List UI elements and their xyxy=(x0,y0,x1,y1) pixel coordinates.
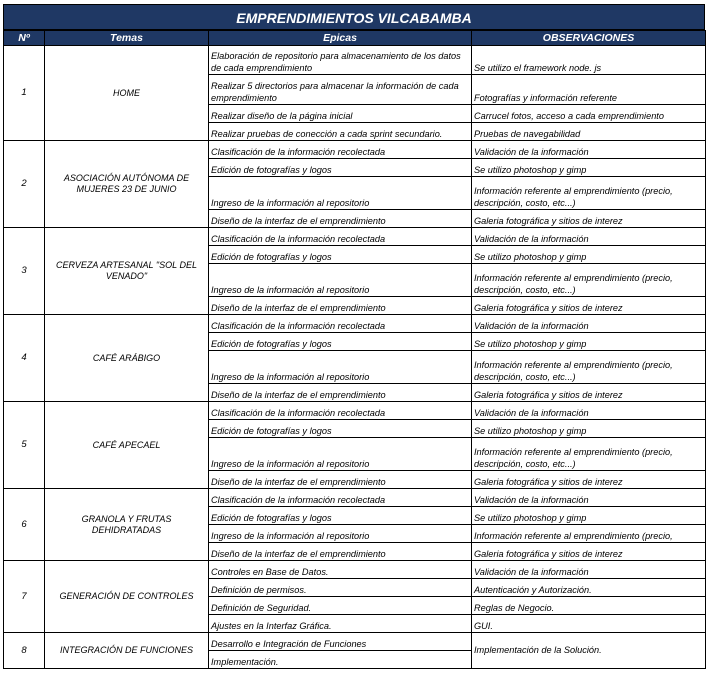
header-epicas: Epicas xyxy=(209,31,472,46)
table-row xyxy=(4,141,706,159)
obs-cell: Galeria fotográfica y sitios de interez xyxy=(472,297,706,315)
table-row xyxy=(4,402,706,420)
table-row xyxy=(4,315,706,333)
obs-cell: Información referente al emprendimiento (precio, descripción, costo, etc...) xyxy=(472,264,706,297)
obs-cell: Autenticación y Autorización. xyxy=(472,579,706,597)
obs-cell: Información referente al emprendimiento (precio, xyxy=(472,525,706,543)
row-number: 8 xyxy=(4,633,45,669)
obs-cell: Validación de la información xyxy=(472,561,706,579)
epica-cell: Realizar diseño de la página inicial xyxy=(209,105,472,123)
epica-cell: Desarrollo e Integración de Funciones xyxy=(209,633,472,651)
obs-cell: Se utilizo photoshop y gimp xyxy=(472,420,706,438)
tema-cell: ASOCIACIÓN AUTÓNOMA DE MUJERES 23 DE JUNIO xyxy=(45,141,209,228)
epica-cell: Edición de fotografías y logos xyxy=(209,507,472,525)
epica-cell: Diseño de la interfaz de el emprendimiento xyxy=(209,471,472,489)
obs-cell: Se utilizo el framework node. js xyxy=(472,46,706,75)
epica-cell: Definición de Seguridad. xyxy=(209,597,472,615)
table-row xyxy=(4,633,706,651)
obs-cell: Información referente al emprendimiento (precio, descripción, costo, etc...) xyxy=(472,177,706,210)
tema-cell: GRANOLA Y FRUTAS DEHIDRATADAS xyxy=(45,489,209,561)
epica-cell: Edición de fotografías y logos xyxy=(209,333,472,351)
epica-cell: Ajustes en la Interfaz Gráfica. xyxy=(209,615,472,633)
epica-cell: Edición de fotografías y logos xyxy=(209,159,472,177)
tema-cell: CERVEZA ARTESANAL "SOL DEL VENADO" xyxy=(45,228,209,315)
row-number: 5 xyxy=(4,402,45,489)
obs-cell: Validación de la información xyxy=(472,315,706,333)
document xyxy=(3,4,705,669)
row-number: 2 xyxy=(4,141,45,228)
table-title: EMPRENDIMIENTOS VILCABAMBA xyxy=(3,4,705,30)
epica-cell: Elaboración de repositorio para almacenamiento de los datos de cada emprendimiento xyxy=(209,46,472,75)
tema-cell: INTEGRACIÓN DE FUNCIONES xyxy=(45,633,209,669)
epica-cell: Ingreso de la información al repositorio xyxy=(209,264,472,297)
epica-cell: Ingreso de la información al repositorio xyxy=(209,351,472,384)
obs-cell: Información referente al emprendimiento (precio, descripción, costo, etc...) xyxy=(472,351,706,384)
header-row xyxy=(4,31,706,46)
obs-cell: Se utilizo photoshop y gimp xyxy=(472,159,706,177)
epica-cell: Clasificación de la información recolectada xyxy=(209,402,472,420)
row-number: 1 xyxy=(4,46,45,141)
epica-cell: Ingreso de la información al repositorio xyxy=(209,525,472,543)
epica-cell: Edición de fotografías y logos xyxy=(209,420,472,438)
table-row xyxy=(4,46,706,75)
header-observaciones: OBSERVACIONES xyxy=(472,31,706,46)
header-num: Nº xyxy=(4,31,45,46)
epica-cell: Clasificación de la información recolectada xyxy=(209,228,472,246)
row-number: 4 xyxy=(4,315,45,402)
obs-cell: Pruebas de navegabilidad xyxy=(472,123,706,141)
obs-cell: Galeria fotográfica y sitios de interez xyxy=(472,210,706,228)
obs-cell: GUI. xyxy=(472,615,706,633)
obs-cell: Validación de la información xyxy=(472,228,706,246)
obs-cell: Carrucel fotos, acceso a cada emprendimiento xyxy=(472,105,706,123)
table-row xyxy=(4,561,706,579)
obs-cell: Galeria fotográfica y sitios de interez xyxy=(472,384,706,402)
obs-cell: Implementación de la Solución. xyxy=(472,633,706,669)
obs-cell: Se utilizo photoshop y gimp xyxy=(472,507,706,525)
tema-cell: CAFÉ APECAEL xyxy=(45,402,209,489)
obs-cell: Información referente al emprendimiento (precio, descripción, costo, etc...) xyxy=(472,438,706,471)
row-number: 3 xyxy=(4,228,45,315)
epica-cell: Clasificación de la información recolectada xyxy=(209,489,472,507)
table-row xyxy=(4,489,706,507)
epica-cell: Clasificación de la información recolectada xyxy=(209,141,472,159)
header-temas: Temas xyxy=(45,31,209,46)
epica-cell: Implementación. xyxy=(209,651,472,669)
epica-cell: Ingreso de la información al repositorio xyxy=(209,177,472,210)
epica-cell: Realizar 5 directorios para almacenar la información de cada emprendimiento xyxy=(209,75,472,105)
epica-cell: Clasificación de la información recolectada xyxy=(209,315,472,333)
obs-cell: Se utilizo photoshop y gimp xyxy=(472,246,706,264)
epica-cell: Edición de fotografías y logos xyxy=(209,246,472,264)
obs-cell: Validación de la información xyxy=(472,141,706,159)
epica-cell: Diseño de la interfaz de el emprendimiento xyxy=(209,297,472,315)
epica-cell: Controles en Base de Datos. xyxy=(209,561,472,579)
obs-cell: Validación de la información xyxy=(472,489,706,507)
epica-cell: Diseño de la interfaz de el emprendimiento xyxy=(209,543,472,561)
epica-cell: Diseño de la interfaz de el emprendimiento xyxy=(209,210,472,228)
obs-cell: Galeria fotográfica y sitios de interez xyxy=(472,471,706,489)
row-number: 6 xyxy=(4,489,45,561)
table-row xyxy=(4,228,706,246)
epics-table xyxy=(3,30,706,669)
row-number: 7 xyxy=(4,561,45,633)
obs-cell: Galeria fotográfica y sitios de interez xyxy=(472,543,706,561)
tema-cell: HOME xyxy=(45,46,209,141)
epica-cell: Ingreso de la información al repositorio xyxy=(209,438,472,471)
obs-cell: Reglas de Negocio. xyxy=(472,597,706,615)
obs-cell: Fotografías y información referente xyxy=(472,75,706,105)
epica-cell: Diseño de la interfaz de el emprendimiento xyxy=(209,384,472,402)
tema-cell: CAFÉ ARÁBIGO xyxy=(45,315,209,402)
tema-cell: GENERACIÓN DE CONTROLES xyxy=(45,561,209,633)
obs-cell: Validación de la información xyxy=(472,402,706,420)
epica-cell: Definición de permisos. xyxy=(209,579,472,597)
obs-cell: Se utilizo photoshop y gimp xyxy=(472,333,706,351)
epica-cell: Realizar pruebas de conección a cada sprint secundario. xyxy=(209,123,472,141)
